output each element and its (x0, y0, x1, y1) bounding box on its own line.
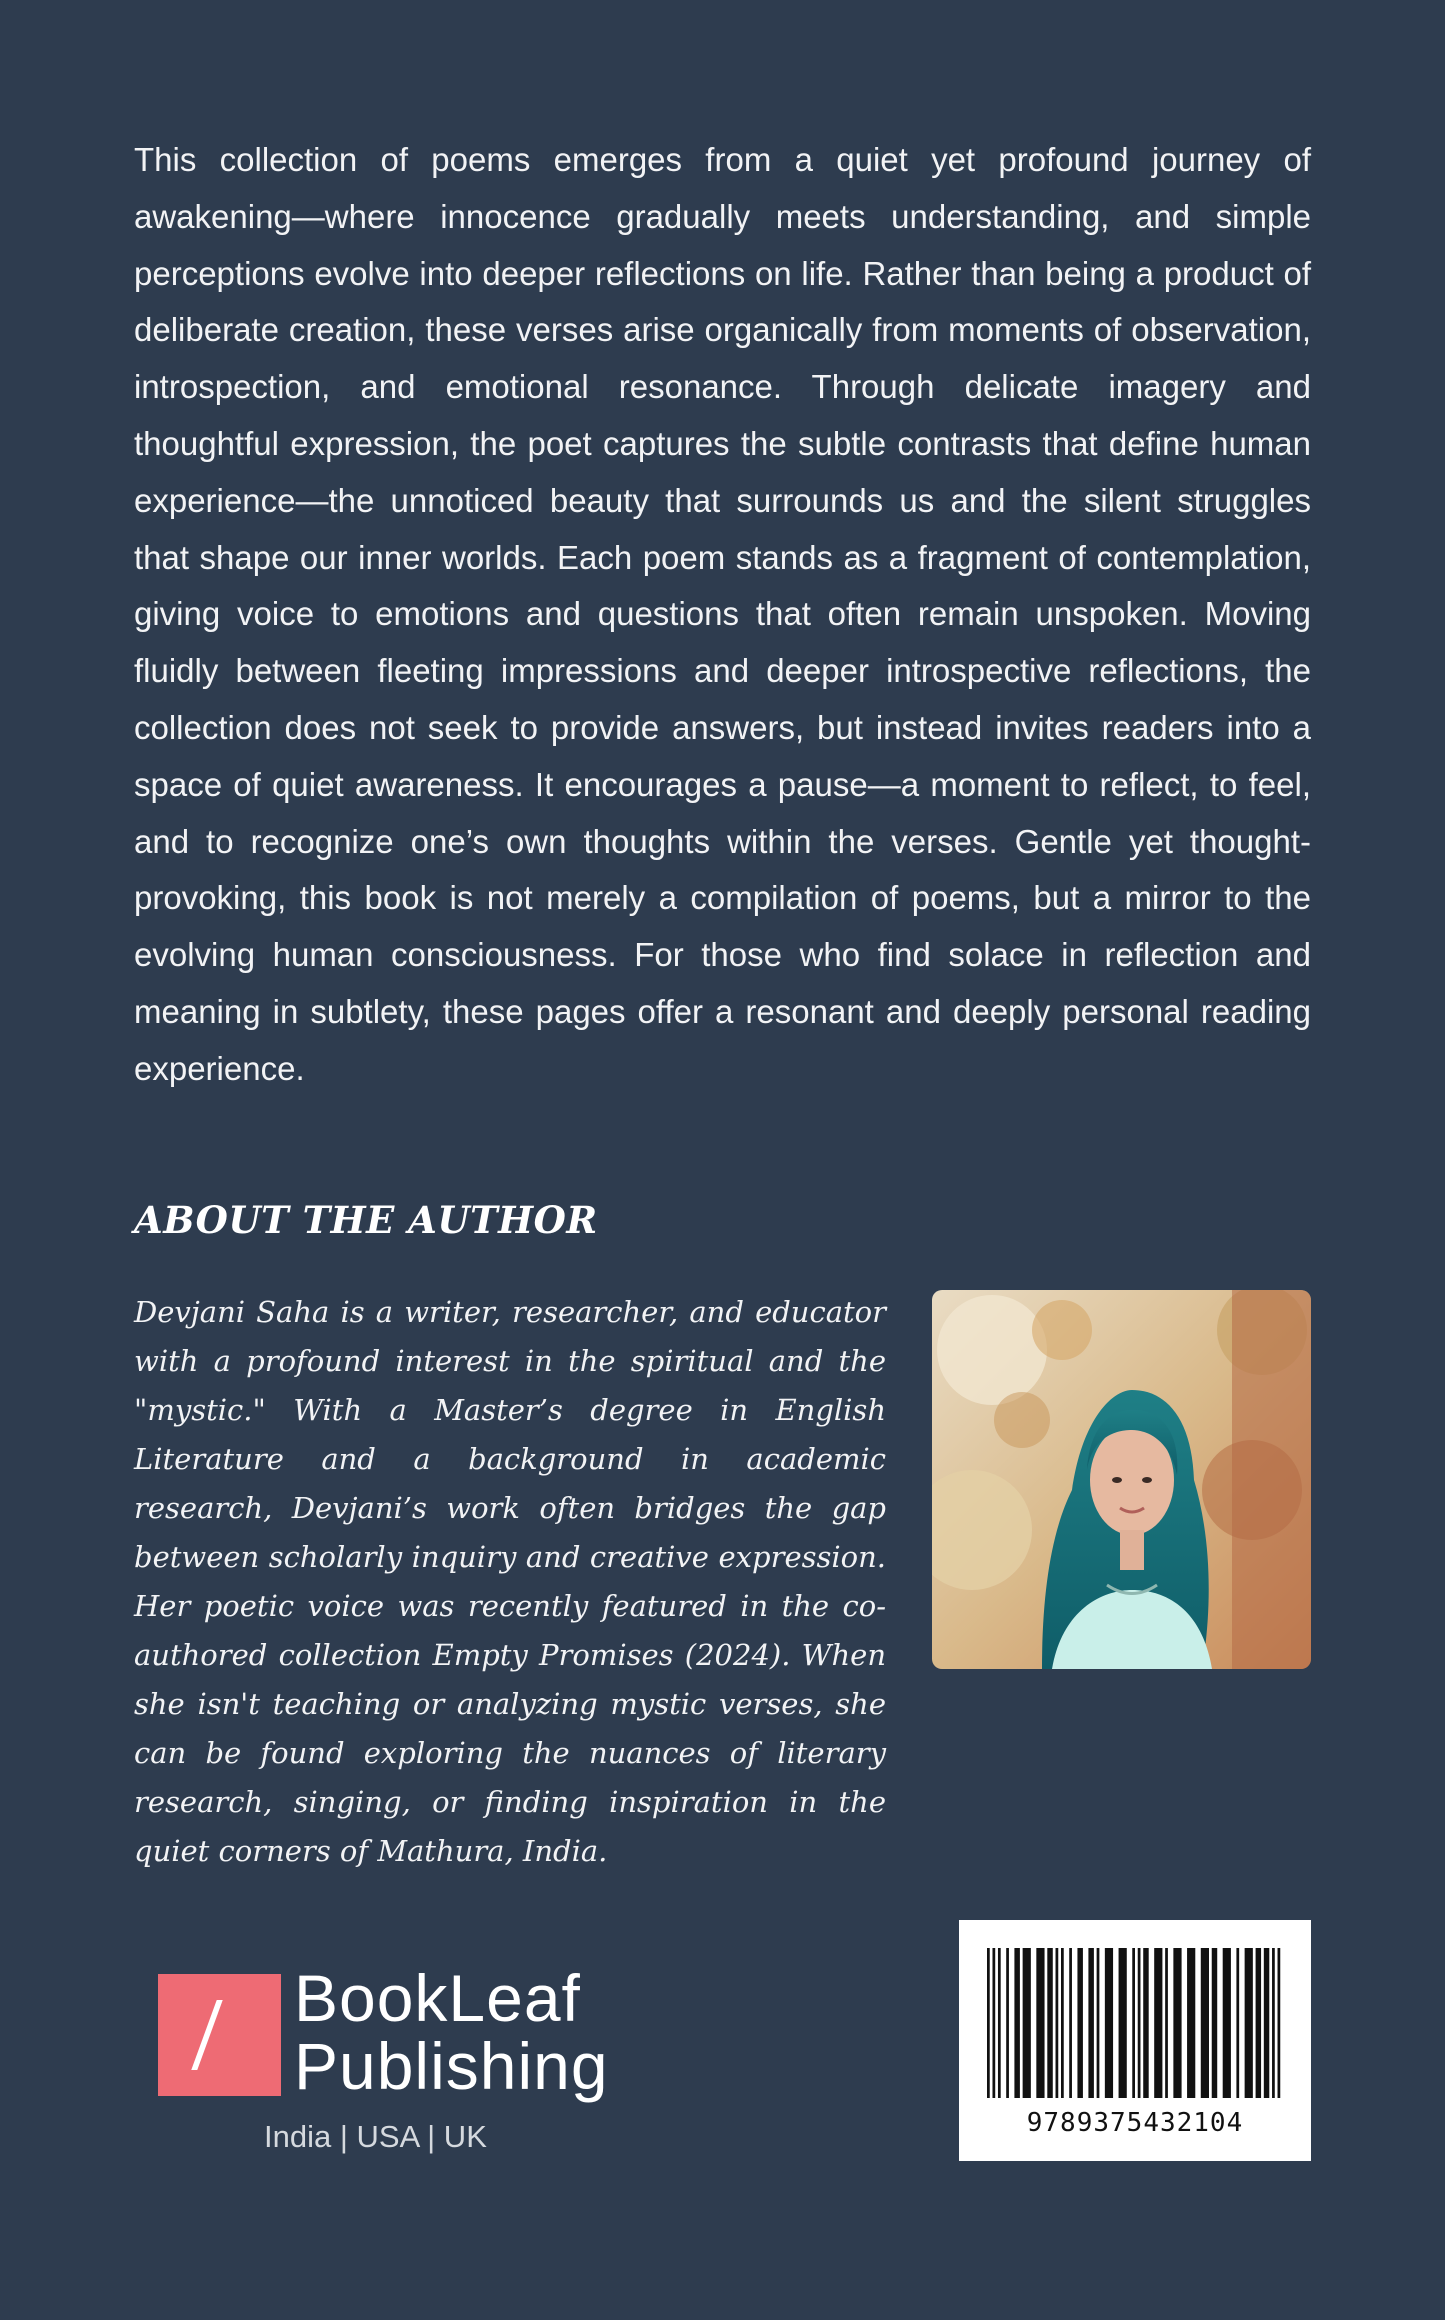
author-portrait-illustration (932, 1290, 1311, 1669)
barcode-bar (1143, 1948, 1148, 2098)
slash-icon (191, 2000, 222, 2070)
barcode-bar (1061, 1948, 1064, 2098)
publisher-name-line1: BookLeaf (294, 1961, 581, 2035)
barcode-bar (1223, 1948, 1231, 2098)
barcode-bar (1097, 1948, 1100, 2098)
barcode-bar (1119, 1948, 1127, 2098)
author-bio: Devjani Saha is a writer, researcher, and educator with a profound interest in the spiritual and the "mystic." With a Master’s degree in English Literature and a background in academic research, Devjani’s work often bridges the gap between scholarly inquiry and creative expression. Her poetic voice was recently featured in the co-authored collection Empty Promises (2024). When she isn't teaching or analyzing mystic verses, she can be found exploring the nuances of literary research, singing, or finding inspiration in the quiet corners of Mathura, India. (134, 1295, 886, 1868)
barcode-bar (1056, 1948, 1059, 2098)
barcode-bar (1236, 1948, 1239, 2098)
barcode-bar (1088, 1948, 1093, 2098)
barcode-bar (1245, 1948, 1253, 2098)
barcode-bar (1132, 1948, 1135, 2098)
publisher-name (294, 1961, 609, 2103)
publisher-regions: India | USA | UK (264, 2119, 487, 2154)
barcode-bar (1023, 1948, 1031, 2098)
author-photo (932, 1290, 1311, 1669)
barcode-bar (1105, 1948, 1113, 2098)
barcode-bar (998, 1948, 1001, 2098)
about-author-heading: ABOUT THE AUTHOR (134, 1198, 598, 1242)
publisher-name-line2: Publishing (294, 2029, 609, 2103)
barcode-bar (1187, 1948, 1195, 2098)
bookleaf-publishing-logo (158, 1961, 618, 2164)
barcode-bar (992, 1948, 995, 2098)
barcode-bar (1036, 1948, 1044, 2098)
barcode-bar (1212, 1948, 1217, 2098)
barcode-bar (1264, 1948, 1269, 2098)
back-cover-blurb: This collection of poems emerges from a quiet yet profound journey of awakening—where innocence gradually meets understanding, and simple perceptions evolve into deeper reflections on life. Rather than being a product of deliberate creation, these verses arise organically from moments of observation, introspection, and emotional resonance. Through delicate imagery and thoughtful expression, the poet captures the subtle contrasts that define human experience—the unnoticed beauty that surrounds us and the silent struggles that shape our inner worlds. Each poem stands as a fragment of contemplation, giving voice to emotions and questions that often remain unspoken. Moving fluidly between fleeting impressions and deeper introspective reflections, the collection does not seek to provide answers, but instead invites readers into a space of quiet awareness. It encourages a pause—a moment to reflect, to feel, and to recognize one’s own thoughts within the verses. Gentle yet thought-provoking, this book is not merely a compilation of poems, but a mirror to the evolving human consciousness. For those who find solace in reflection and meaning in subtlety, these pages offer a resonant and deeply personal reading experience. (134, 141, 1311, 1087)
barcode-bar (1256, 1948, 1261, 2098)
barcode-bar (1278, 1948, 1281, 2098)
barcode-bar (1201, 1948, 1209, 2098)
barcode-bar (1272, 1948, 1275, 2098)
barcode-bar (1165, 1948, 1168, 2098)
isbn-barcode (959, 1920, 1311, 2161)
barcode-bar (1047, 1948, 1052, 2098)
barcode-bar (1173, 1948, 1181, 2098)
barcode-bar (1006, 1948, 1009, 2098)
isbn-number: 9789375432104 (1026, 2108, 1244, 2138)
barcode-bar (1077, 1948, 1082, 2098)
barcode-bar (1154, 1948, 1162, 2098)
barcode-bar (987, 1948, 990, 2098)
barcode-bars (987, 1948, 1283, 2098)
barcode-bar (1014, 1948, 1019, 2098)
logo-mark (158, 1974, 281, 2096)
barcode-bar (1138, 1948, 1141, 2098)
barcode-bar (1069, 1948, 1072, 2098)
